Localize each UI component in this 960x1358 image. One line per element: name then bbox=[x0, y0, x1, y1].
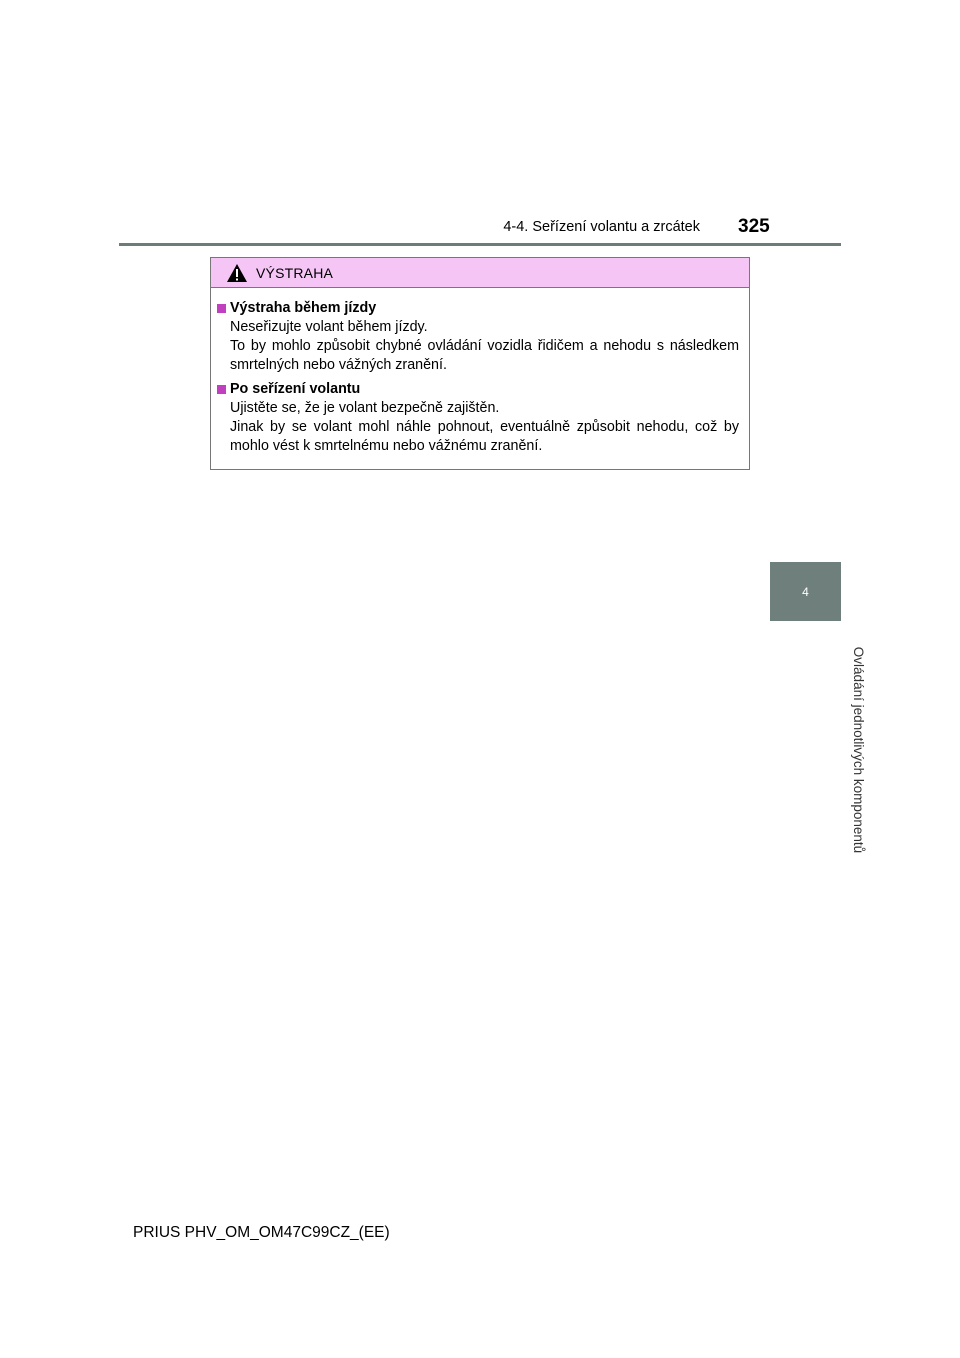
warning-line: Jinak by se volant mohl náhle pohnout, eventuálně způsobit nehodu, což by mohlo vést k smrtelnému nebo vážnému zranění. bbox=[230, 419, 739, 454]
header-divider bbox=[119, 243, 841, 246]
chapter-tab bbox=[770, 562, 841, 621]
bullet-square-icon bbox=[217, 304, 226, 313]
warning-item-heading bbox=[217, 299, 739, 318]
warning-item bbox=[217, 380, 739, 456]
chapter-number: 4 bbox=[802, 584, 809, 599]
bullet-square-icon bbox=[217, 385, 226, 394]
warning-line: Neseřizujte volant během jízdy. bbox=[230, 319, 428, 335]
warning-header bbox=[211, 258, 749, 288]
warning-item-heading-text: Po seřízení volantu bbox=[230, 381, 361, 397]
warning-item-heading bbox=[217, 380, 739, 399]
warning-item-text bbox=[217, 318, 739, 375]
page-number: 325 bbox=[738, 216, 770, 237]
warning-triangle-icon bbox=[226, 263, 248, 283]
warning-item-text bbox=[217, 399, 739, 456]
warning-line: Ujistěte se, že je volant bezpečně zajištěn. bbox=[230, 400, 500, 416]
warning-title: VÝSTRAHA bbox=[256, 264, 334, 281]
warning-item-heading-text: Výstraha během jízdy bbox=[230, 300, 377, 316]
section-title: 4-4. Seřízení volantu a zrcátek bbox=[503, 219, 700, 235]
warning-box bbox=[210, 257, 750, 470]
document-code: PRIUS PHV_OM_OM47C99CZ_(EE) bbox=[133, 1224, 390, 1241]
chapter-title: Ovládání jednotlivých komponentů bbox=[851, 646, 866, 854]
warning-line: To by mohlo způsobit chybné ovládání vozidla řidičem a nehodu s následkem smrtelných nebo vážných zranění. bbox=[230, 338, 739, 373]
warning-item bbox=[217, 299, 739, 375]
warning-body bbox=[211, 288, 749, 456]
